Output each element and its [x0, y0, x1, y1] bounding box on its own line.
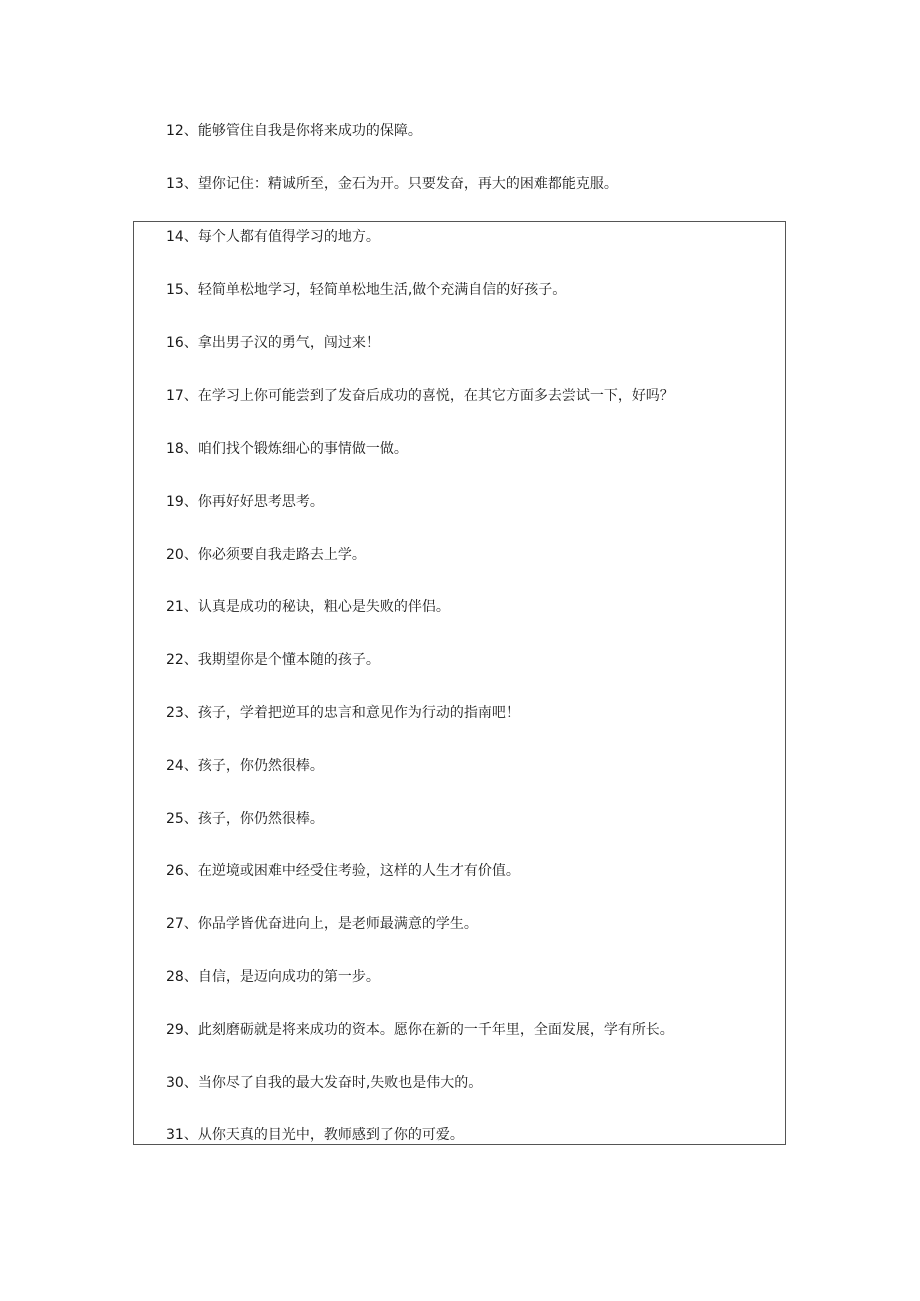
list-item: 26、在逆境或困难中经受住考验，这样的人生才有价值。 [166, 863, 520, 879]
list-item: 23、孩子，学着把逆耳的忠言和意见作为行动的指南吧！ [166, 705, 520, 721]
list-item: 21、认真是成功的秘诀，粗心是失败的伴侣。 [166, 599, 450, 615]
list-item: 12、能够管住自我是你将来成功的保障。 [166, 123, 422, 139]
list-item: 19、你再好好思考思考。 [166, 494, 324, 510]
list-item: 16、拿出男子汉的勇气，闯过来！ [166, 335, 380, 351]
list-item: 13、望你记住：精诚所至，金石为开。只要发奋，再大的困难都能克服。 [166, 176, 618, 192]
list-item: 31、从你天真的目光中，教师感到了你的可爱。 [166, 1127, 464, 1143]
list-item: 17、在学习上你可能尝到了发奋后成功的喜悦，在其它方面多去尝试一下，好吗？ [166, 388, 674, 404]
list-item: 29、此刻磨砺就是将来成功的资本。愿你在新的一千年里，全面发展，学有所长。 [166, 1022, 674, 1038]
list-item: 25、孩子，你仍然很棒。 [166, 811, 324, 827]
list-item: 30、当你尽了自我的最大发奋时,失败也是伟大的。 [166, 1075, 483, 1091]
list-item: 15、轻简单松地学习，轻简单松地生活,做个充满自信的好孩子。 [166, 282, 567, 298]
list-item: 14、每个人都有值得学习的地方。 [166, 229, 380, 245]
bordered-frame [133, 221, 786, 1145]
list-item: 28、自信，是迈向成功的第一步。 [166, 969, 380, 985]
list-item: 27、你品学皆优奋进向上，是老师最满意的学生。 [166, 916, 478, 932]
list-item: 24、孩子，你仍然很棒。 [166, 758, 324, 774]
list-item: 20、你必须要自我走路去上学。 [166, 547, 366, 563]
list-item: 18、咱们找个锻炼细心的事情做一做。 [166, 441, 408, 457]
list-item: 22、我期望你是个懂本随的孩子。 [166, 652, 380, 668]
